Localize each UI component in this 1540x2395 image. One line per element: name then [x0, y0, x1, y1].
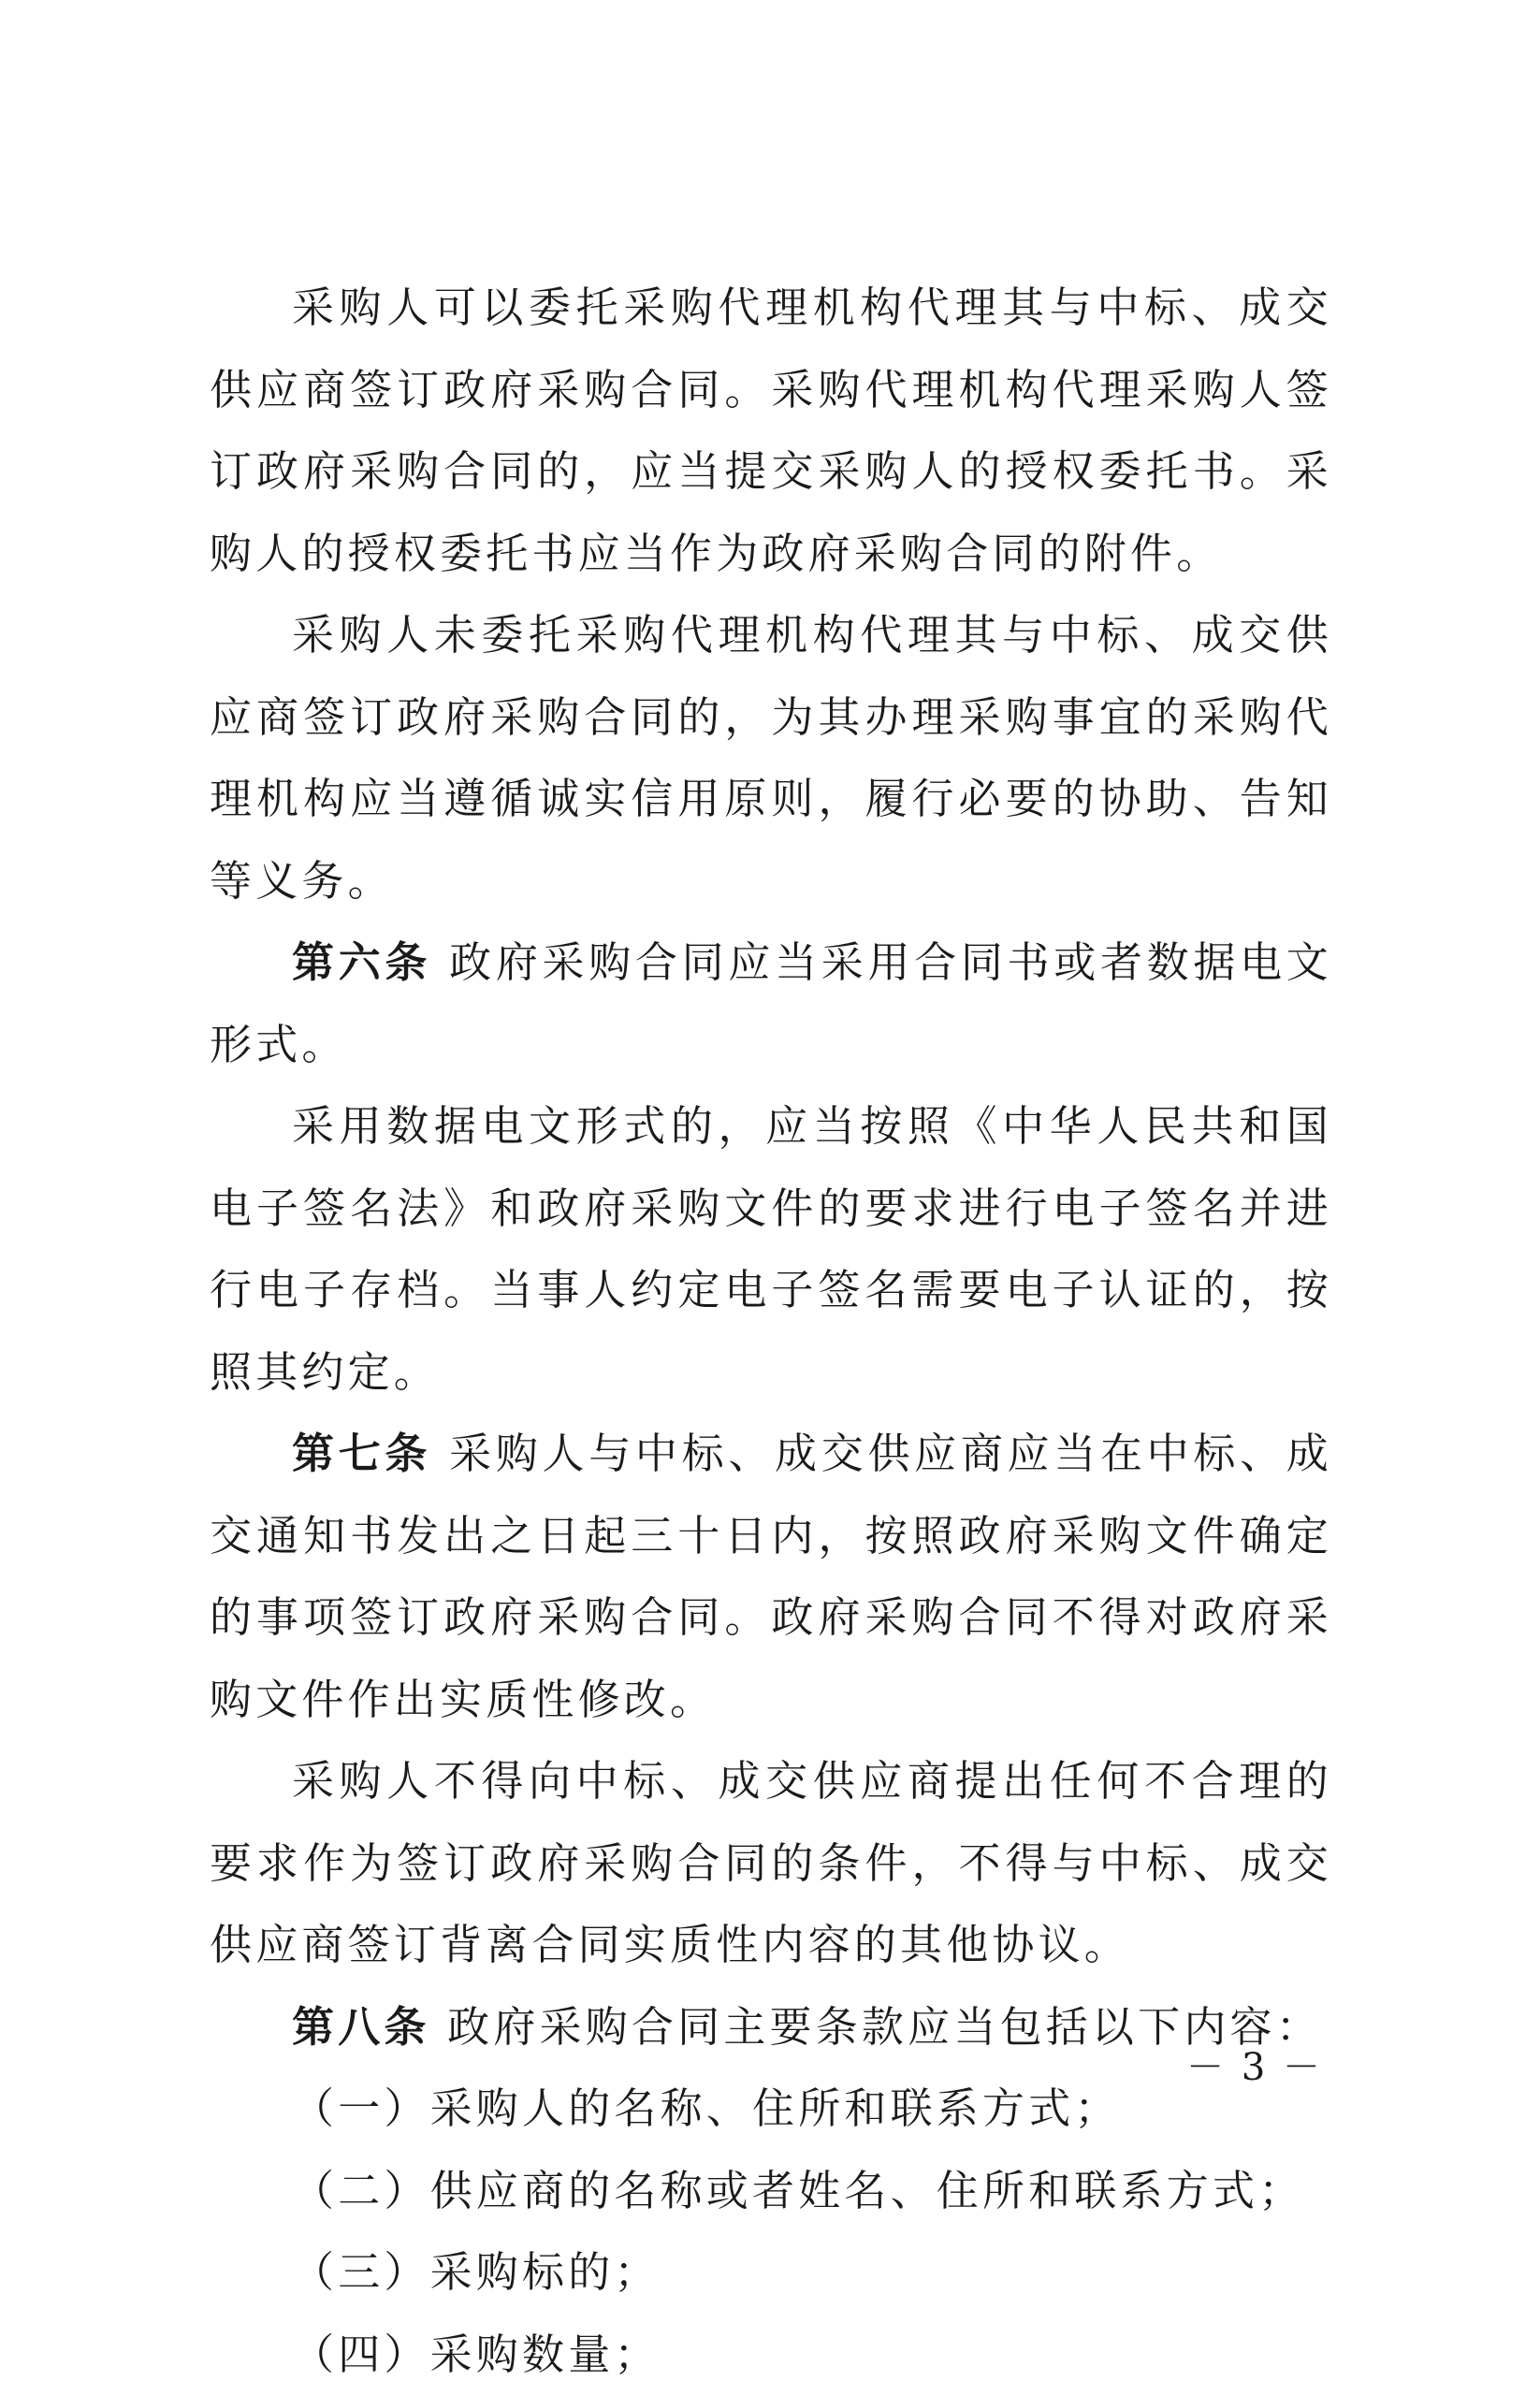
paragraph-text: 采购人可以委托采购代理机构代理其与中标、成交供应商签订政府采购合同。采购代理机构代理采购人签订政府采购合同的，应当提交采购人的授权委托书。采购人的授权委托书应当作为政府采购合同的附件。 [210, 283, 1332, 578]
list-item: （二）供应商的名称或者姓名、住所和联系方式； [210, 2150, 1332, 2232]
paragraph-entrust-agency [210, 267, 1332, 594]
article-7-paragraph [210, 1413, 1332, 1740]
article-8-paragraph [210, 1986, 1332, 2068]
paragraph-text: 采购人不得向中标、成交供应商提出任何不合理的要求作为签订政府采购合同的条件，不得与中标、成交供应商签订背离合同实质性内容的其他协议。 [210, 1756, 1332, 1969]
paragraph-no-entrust [210, 594, 1332, 922]
paragraph-text: 政府采购合同主要条款应当包括以下内容： [447, 2002, 1322, 2052]
list-item: （三）采购标的； [210, 2231, 1332, 2314]
paragraph-text: 采购人与中标、成交供应商应当在中标、成交通知书发出之日起三十日内，按照政府采购文件确定的事项签订政府采购合同。政府采购合同不得对政府采购文件作出实质性修改。 [210, 1429, 1332, 1724]
article-number: 第八条 [292, 2002, 430, 2052]
paragraph-text: 采购人未委托采购代理机构代理其与中标、成交供应商签订政府采购合同的，为其办理采购事宜的采购代理机构应当遵循诚实信用原则，履行必要的协助、告知等义务。 [210, 610, 1332, 906]
paragraph-unreasonable-requirements [210, 1740, 1332, 1986]
article-6-paragraph [210, 922, 1332, 1085]
page-number: － 3 － [1186, 2045, 1323, 2090]
paragraph-electronic-signature [210, 1085, 1332, 1413]
paragraph-text: 政府采购合同应当采用合同书或者数据电文形式。 [210, 937, 1332, 1069]
article-number: 第六条 [292, 937, 431, 987]
article-number: 第七条 [292, 1429, 431, 1478]
list-item: （一）采购人的名称、住所和联系方式； [210, 2068, 1332, 2150]
list-item: （四）采购数量； [210, 2314, 1332, 2395]
document-body [210, 267, 1332, 2395]
paragraph-text: 采用数据电文形式的，应当按照《中华人民共和国电子签名法》和政府采购文件的要求进行电子签名并进行电子存档。当事人约定电子签名需要电子认证的，按照其约定。 [210, 1101, 1332, 1397]
